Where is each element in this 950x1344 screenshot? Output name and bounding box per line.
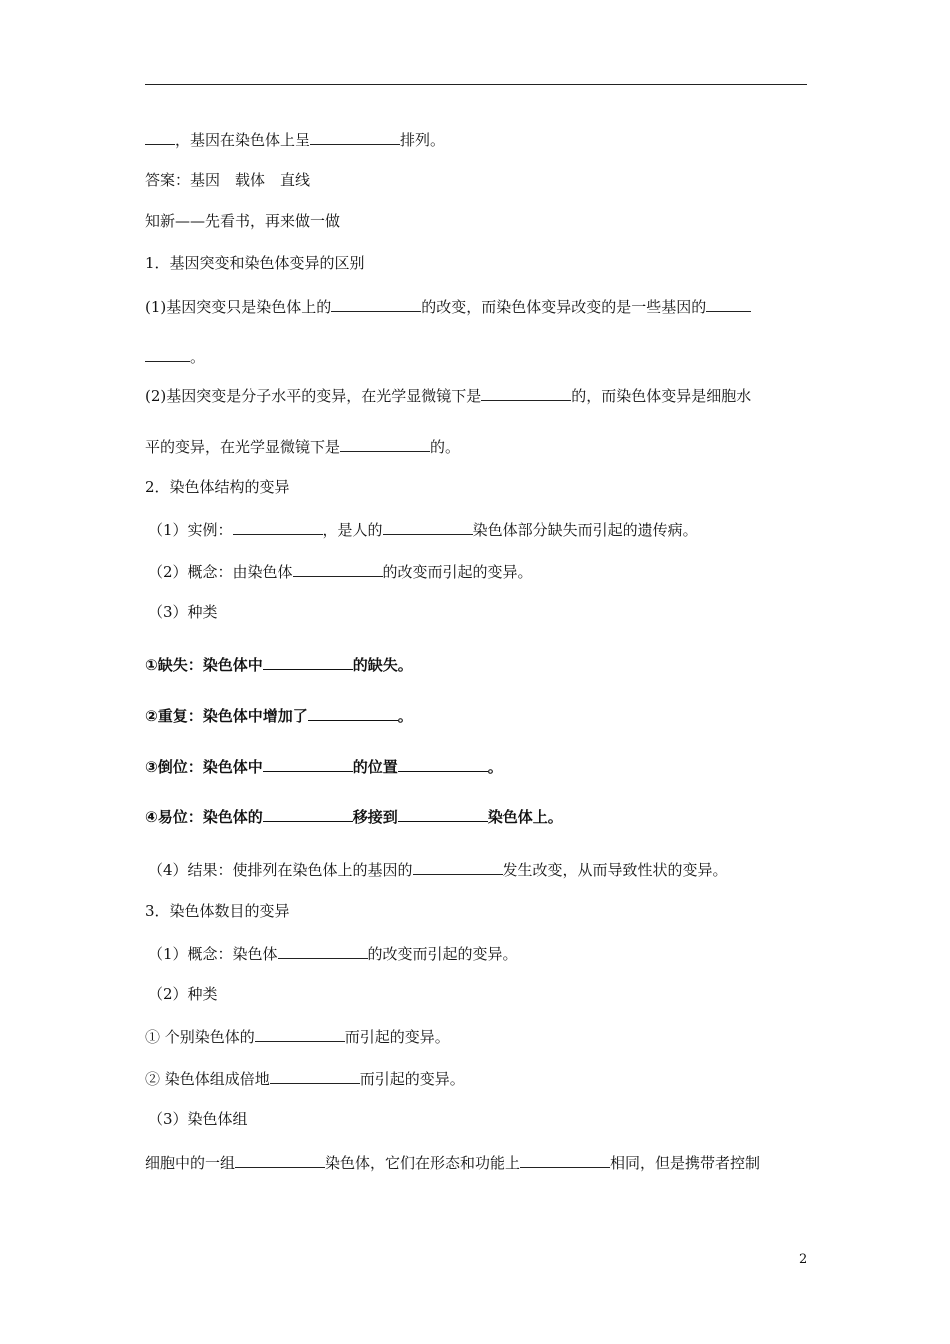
text-line: ，基因在染色体上呈 排列。 — [145, 129, 445, 150]
fill-blank[interactable] — [145, 346, 190, 362]
text-line: ①缺失：染色体中 的缺失。 — [145, 656, 413, 674]
subheading: （3）染色体组 — [148, 1110, 248, 1128]
fill-blank[interactable] — [398, 756, 488, 772]
answer-line: 答案：基因 载体 直线 — [145, 171, 311, 189]
header-rule — [145, 84, 807, 85]
fill-blank[interactable] — [270, 1068, 360, 1084]
fill-blank[interactable] — [481, 385, 571, 401]
fill-blank[interactable] — [340, 436, 430, 452]
text-line: （4）结果：使排列在染色体上的基因的 发生改变，从而导致性状的变异。 — [148, 861, 728, 879]
text-line: ② 染色体组成倍地 而引起的变异。 — [145, 1070, 465, 1088]
fill-blank[interactable] — [278, 943, 368, 959]
text-line: ③倒位：染色体中 的位置 。 — [145, 758, 503, 776]
fill-blank[interactable] — [520, 1152, 610, 1168]
text-line: （1）概念：染色体 的改变而引起的变异。 — [148, 945, 518, 963]
fill-blank[interactable] — [331, 296, 421, 312]
text-line: （2）概念：由染色体 的改变而引起的变异。 — [148, 563, 533, 581]
section-heading: 2．染色体结构的变异 — [145, 478, 290, 496]
text-line: 。 — [145, 346, 205, 367]
fill-blank[interactable] — [263, 806, 353, 822]
fill-blank[interactable] — [233, 519, 323, 535]
text-line: (1)基因突变只是染色体上的 的改变，而染色体变异改变的是一些基因的 — [145, 296, 751, 317]
fill-blank[interactable] — [398, 806, 488, 822]
section-heading: 知新——先看书，再来做一做 — [145, 212, 341, 230]
section-heading: 1．基因突变和染色体变异的区别 — [145, 254, 365, 272]
fill-blank[interactable] — [145, 129, 175, 145]
fill-blank[interactable] — [235, 1152, 325, 1168]
fill-blank[interactable] — [310, 129, 400, 145]
fill-blank[interactable] — [383, 519, 473, 535]
fill-blank[interactable] — [706, 296, 751, 312]
text-line: ④易位：染色体的 移接到 染色体上。 — [145, 808, 563, 826]
text-line: 平的变异，在光学显微镜下是 的。 — [145, 438, 461, 456]
subheading: （3）种类 — [148, 603, 218, 621]
text-line: ① 个别染色体的 而引起的变异。 — [145, 1028, 450, 1046]
section-heading: 3．染色体数目的变异 — [145, 902, 290, 920]
fill-blank[interactable] — [263, 654, 353, 670]
fill-blank[interactable] — [413, 859, 503, 875]
text-line: ②重复：染色体中增加了 。 — [145, 707, 413, 725]
fill-blank[interactable] — [263, 756, 353, 772]
subheading: （2）种类 — [148, 985, 218, 1003]
page-number: 2 — [799, 1252, 808, 1267]
fill-blank[interactable] — [255, 1026, 345, 1042]
fill-blank[interactable] — [293, 561, 383, 577]
text-line: （1）实例： ，是人的 染色体部分缺失而引起的遗传病。 — [148, 521, 698, 539]
fill-blank[interactable] — [308, 705, 398, 721]
text-line: (2)基因突变是分子水平的变异，在光学显微镜下是 的，而染色体变异是细胞水 — [145, 387, 752, 405]
text-line: 细胞中的一组 染色体，它们在形态和功能上 相同，但是携带者控制 — [145, 1154, 761, 1172]
